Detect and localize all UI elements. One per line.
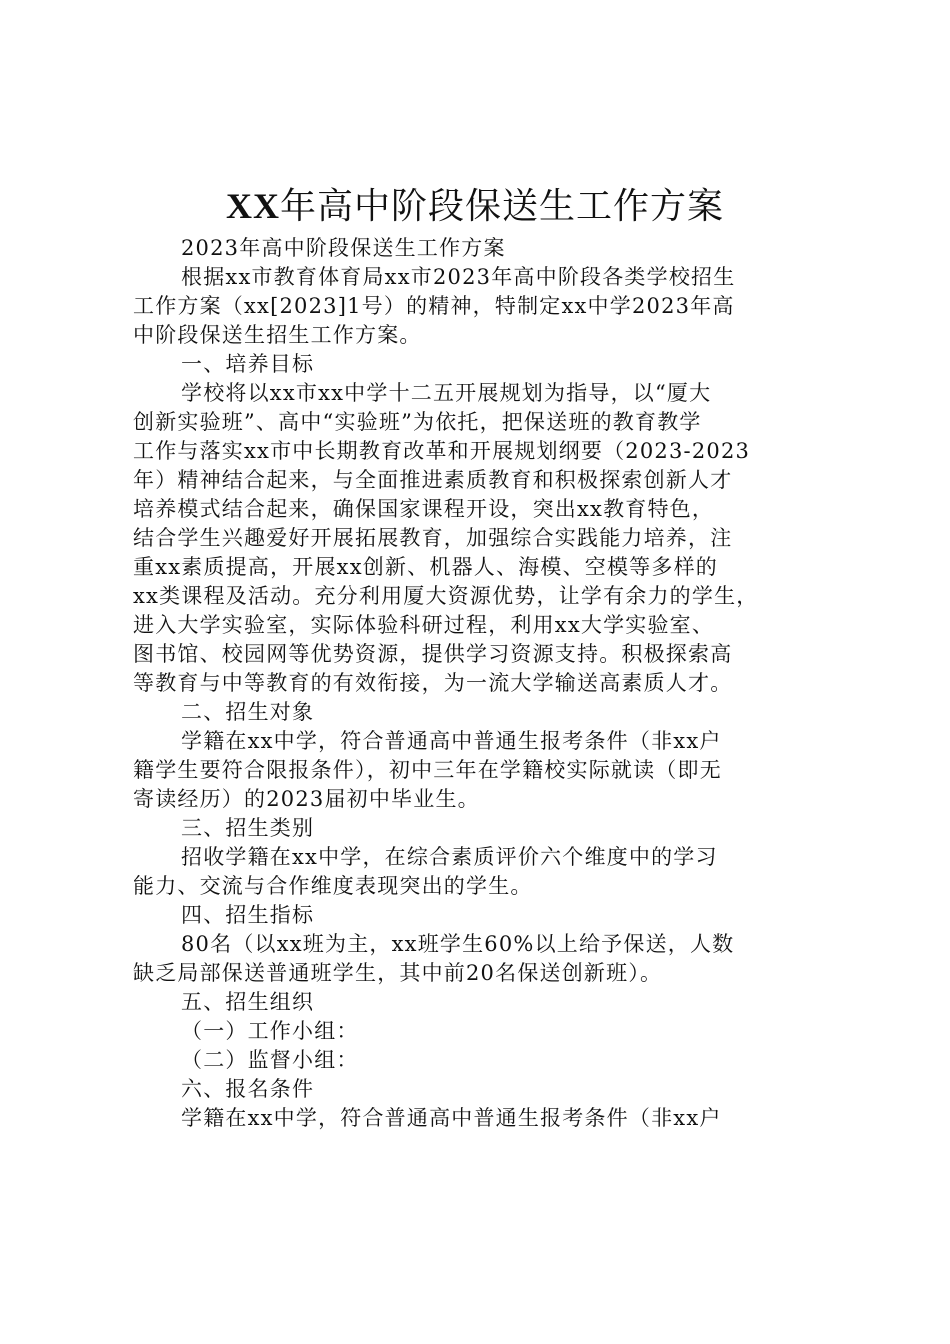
text-line: 六、报名条件 [181,1077,315,1101]
text-line: 进入大学实验室，实际体验科研过程，利用xx大学实验室、 [133,613,715,637]
text-line: 中阶段保送生招生工作方案。 [133,323,422,347]
text-line: 80名（以xx班为主，xx班学生60%以上给予保送，人数 [181,932,735,956]
text-line: 学籍在xx中学，符合普通高中普通生报考条件（非xx户 [181,1106,722,1130]
text-line: 三、招生类别 [181,816,315,840]
text-line: （一）工作小组： [181,1019,359,1043]
text-line: 学校将以xx市xx中学十二五开展规划为指导，以“厦大 [181,381,712,405]
text-line: 创新实验班”、高中“实验班”为依托，把保送班的教育教学 [133,410,702,434]
text-line: 根据xx市教育体育局xx市2023年高中阶段各类学校招生 [181,265,736,289]
text-line: 培养模式结合起来，确保国家课程开设，突出xx教育特色， [133,497,715,521]
text-line: 招收学籍在xx中学，在综合素质评价六个维度中的学习 [181,845,718,869]
text-line: 结合学生兴趣爱好开展拓展教育，加强综合实践能力培养，注 [133,526,733,550]
text-line: 学籍在xx中学，符合普通高中普通生报考条件（非xx户 [181,729,722,753]
title-text: 年高中阶段保送生工作方案 [279,186,724,227]
title-latin: XX [225,186,280,226]
text-line: xx类课程及活动。充分利用厦大资源优势，让学有余力的学生， [133,584,759,608]
text-line: （二）监督小组： [181,1048,359,1072]
text-line: 年）精神结合起来，与全面推进素质教育和积极探索创新人才 [133,468,733,492]
document-title [0,180,950,233]
text-line: 工作与落实xx市中长期教育改革和开展规划纲要（2023-2023 [133,439,751,463]
document-body [133,234,823,1133]
text-line: 二、招生对象 [181,700,315,724]
text-line: 重xx素质提高，开展xx创新、机器人、海模、空模等多样的 [133,555,718,579]
text-line: 五、招生组织 [181,990,315,1014]
text-line: 2023年高中阶段保送生工作方案 [181,236,506,260]
text-line: 四、招生指标 [181,903,315,927]
text-line: 图书馆、校园网等优势资源，提供学习资源支持。积极探索高 [133,642,733,666]
text-line: 一、培养目标 [181,352,315,376]
text-line: 能力、交流与合作维度表现突出的学生。 [133,874,533,898]
text-line: 等教育与中等教育的有效衔接，为一流大学输送高素质人才。 [133,671,733,695]
text-line: 缺乏局部保送普通班学生，其中前20名保送创新班）。 [133,961,663,985]
text-line: 工作方案（xx[2023]1号）的精神，特制定xx中学2023年高 [133,294,735,318]
text-line: 寄读经历）的2023届初中毕业生。 [133,787,480,811]
text-line: 籍学生要符合限报条件），初中三年在学籍校实际就读（即无 [133,758,722,782]
